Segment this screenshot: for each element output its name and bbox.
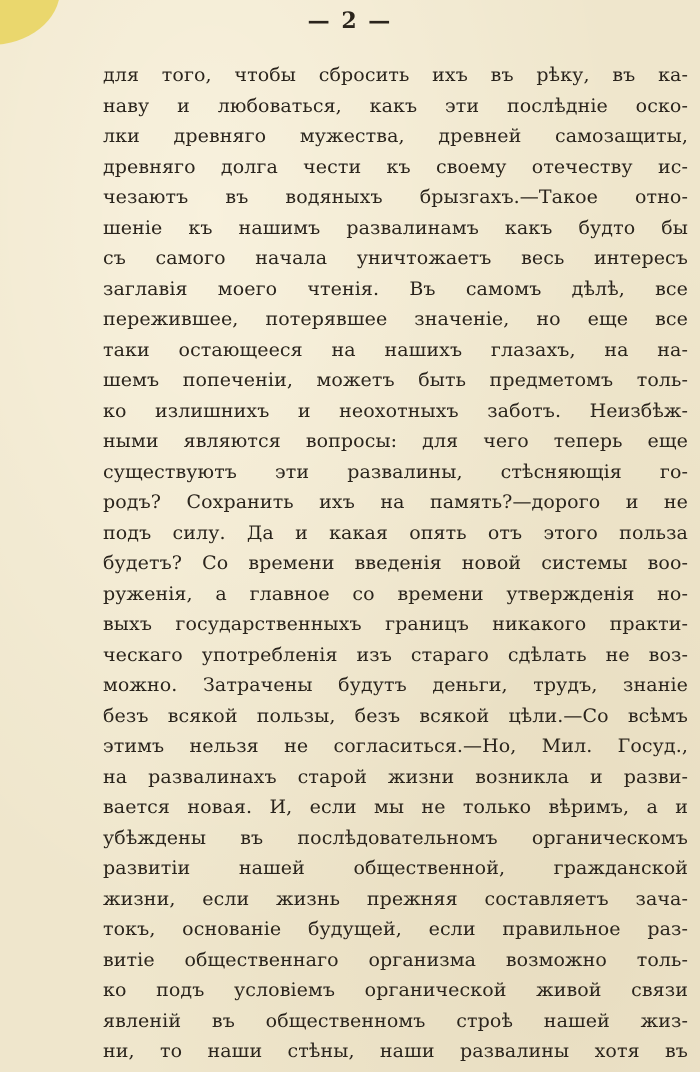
text-line: подъ силу. Да и какая опять отъ этого польза — [103, 521, 688, 544]
text-line: лки древняго мужества, древней самозащиты, — [103, 125, 688, 147]
text-line: ко подъ условіемъ органической живой связи — [103, 979, 688, 1001]
page-number: — 2 — — [307, 8, 393, 34]
text-line: для того, чтобы сбросить ихъ въ рѣку, въ ка- — [103, 64, 688, 86]
text-line: на развалинахъ старой жизни возникла и разви- — [103, 765, 688, 788]
text-line: пережившее, потерявшее значеніе, но еще все — [103, 308, 688, 330]
text-line: безъ всякой пользы, безъ всякой цѣли.—Со всѣмъ — [103, 704, 688, 727]
text-line: убѣждены въ послѣдовательномъ органическомъ — [103, 826, 688, 849]
text-line: ными являются вопросы: для чего теперь еще — [103, 430, 688, 452]
text-line: шеніе къ нашимъ развалинамъ какъ будто бы — [103, 216, 688, 239]
text-line: чезаютъ въ водяныхъ брызгахъ.—Такое отно- — [103, 186, 688, 208]
text-line: токъ, основаніе будущей, если правильное раз- — [103, 918, 688, 940]
text-line: древняго долга чести къ своему отечеству ис- — [103, 155, 688, 178]
body-text — [103, 60, 688, 1067]
text-line: наву и любоваться, какъ эти послѣдніе оско- — [103, 94, 688, 117]
text-line: витіе общественнаго организма возможно толь- — [103, 948, 688, 971]
text-line: родъ? Сохранить ихъ на память?—дорого и не — [103, 491, 688, 513]
text-line: шемъ попеченіи, можетъ быть предметомъ толь- — [103, 369, 688, 391]
text-line: можно. Затрачены будутъ деньги, трудъ, знаніе — [103, 674, 688, 696]
text-line: руженія, а главное со времени утвержденія но- — [103, 582, 688, 605]
text-line: съ самого начала уничтожаетъ весь интересъ — [103, 247, 688, 269]
text-line: жизни, если жизнь прежняя составляетъ зача- — [103, 887, 688, 910]
text-line: существуютъ эти развалины, стѣсняющія го- — [103, 460, 688, 483]
text-line: явленій въ общественномъ строѣ нашей жиз- — [103, 1009, 688, 1032]
text-line: вается новая. И, если мы не только вѣримъ, а и — [103, 796, 688, 818]
text-line: ческаго употребленія изъ стараго сдѣлать не воз- — [103, 643, 688, 666]
text-line: таки остающееся на нашихъ глазахъ, на на- — [103, 338, 688, 361]
text-line: ни, то наши стѣны, наши развалины хотя въ — [103, 1040, 688, 1062]
text-line: выхъ государственныхъ границъ никакого практи- — [103, 613, 688, 635]
text-line: развитіи нашей общественной, гражданской — [103, 857, 688, 879]
text-line: будетъ? Со времени введенія новой системы воо- — [103, 552, 688, 574]
text-line: заглавія моего чтенія. Въ самомъ дѣлѣ, все — [103, 277, 688, 300]
text-line: этимъ нельзя не согласиться.—Но, Мил. Госуд., — [103, 735, 688, 757]
text-line: ко излишнихъ и неохотныхъ заботъ. Неизбѣж- — [103, 399, 688, 422]
